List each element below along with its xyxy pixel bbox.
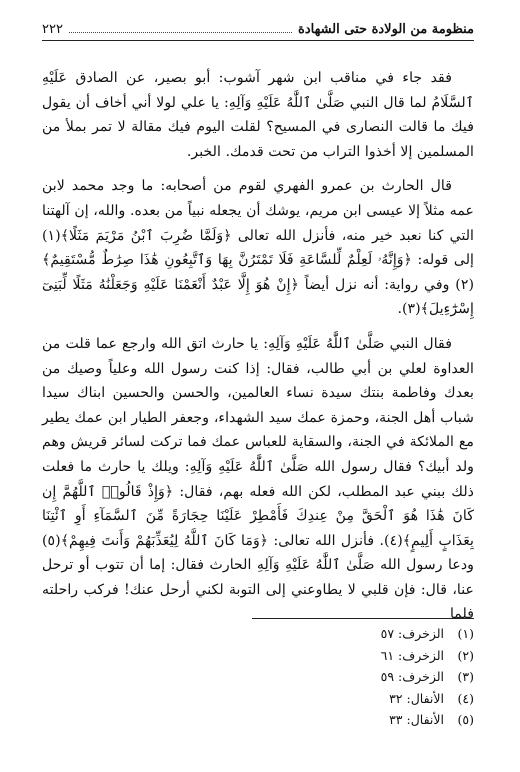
- book-title: منظومة من الولادة حتى الشهادة: [298, 22, 474, 37]
- footnote-3: [42, 666, 474, 688]
- footnote-number: (٤): [457, 690, 474, 706]
- running-header: [42, 22, 474, 41]
- paragraph-1: فقد جاء في مناقب ابن شهر آشوب: أبو بصير، عن الصادق عَلَيْهِ ٱلسَّلَامُ لما قال النبي صَلَّىٰ ٱللَّٰهُ عَلَيْهِ وَآلِهِ: يا علي لولا أني أخاف أن يقول فيك ما قالت النصارى في المسيح؟ لقلت اليوم فيك مقالة لا تمر بملأ من المسلمين إلا أخذوا التراب من تحت قدمك. الخبر.: [42, 70, 474, 160]
- footnote-separator: [252, 618, 474, 619]
- paragraph-3: فقال النبي صَلَّىٰ ٱللَّٰهُ عَلَيْهِ وَآلِهِ: يا حارث اتق الله وارجع عما قلت من العداوة لعلي بن أبي طالب، فقال: إذا كنت رسول الله وعلياً وصيك من بعدك وفاطمة بنتك سيدة نساء العالمين، والحسن والحسين ابناك سيدا شباب أهل الجنة، وحمزة عمك سيد الشهداء، وجعفر الطيار ابن عمك يطير مع الملائكة في الجنة، والسقاية للعباس عمك فما تركت لسائر قريش وهم ولد أبيك؟ فقال رسول الله صَلَّىٰ ٱللَّٰهُ عَلَيْهِ وَآلِهِ: ويلك يا حارث ما فعلت ذلك ببني عبد المطلب، لكن الله فعله بهم، فقال: ﴿وَإِذْ قَالُوا۟ ٱللَّهُمَّ إِن كَانَ هَٰذَا هُوَ ٱلْحَقَّ مِنْ عِندِكَ فَأَمْطِرْ عَلَيْنَا حِجَارَةً مِّنَ ٱلسَّمَآءِ أَوِ ٱئْتِنَا بِعَذَابٍ أَلِيمٍ﴾(٤). فأنزل الله تعالى: ﴿وَمَا كَانَ ٱللَّهُ لِيُعَذِّبَهُمْ وَأَنتَ فِيهِمْ﴾(٥) ودعا رسول الله صَلَّىٰ ٱللَّٰهُ عَلَيْهِ وَآلِهِ الحارث فقال: إما أن تتوب أو ترحل عنا، قال: فإن قلبي لا يطاوعني إلى التوبة لكني أرحل عنك! فركب راحلته فلما: [42, 335, 474, 623]
- header-leader-dots: [69, 32, 292, 33]
- footnote-text: الزخرف: ٥٧: [380, 626, 444, 641]
- page-number: ٢٢٢: [42, 22, 63, 37]
- paragraph-2: قال الحارث بن عمرو الفهري لقوم من أصحابه: ما وجد محمد لابن عمه مثلاً إلا عيسى ابن مريم، يوشك أن يجعله نبياً من بعده. والله، إن آلهتنا التي كنا نعبد خير منه، فأنزل الله تعالى ﴿وَلَمَّا ضُرِبَ ٱبْنُ مَرْيَمَ مَثَلًا﴾(١) إلى قوله: ﴿وَإِنَّهُۥ لَعِلْمٌ لِّلسَّاعَةِ فَلَا تَمْتَرُنَّ بِهَا وَٱتَّبِعُونِ هَٰذَا صِرَٰطٌ مُّسْتَقِيمٌ﴾(٢) وفي رواية: أنه نزل أيضاً ﴿إِنْ هُوَ إِلَّا عَبْدٌ أَنْعَمْنَا عَلَيْهِ وَجَعَلْنَٰهُ مَثَلًا لِّبَنِىٓ إِسْرَٰٓءِيلَ﴾(٣).: [42, 178, 474, 318]
- footnote-number: (٥): [457, 712, 474, 727]
- footnote-text: الأنفال: ٣٢: [389, 690, 444, 706]
- footnote-number: (٢): [457, 647, 474, 663]
- main-text: [42, 66, 474, 637]
- footnote-text: الأنفال: ٣٣: [389, 712, 444, 727]
- footnotes: [42, 618, 474, 731]
- footnote-5: [42, 709, 474, 731]
- footnote-4: [42, 688, 474, 710]
- footnote-number: (٣): [457, 669, 474, 684]
- footnote-2: [42, 645, 474, 667]
- footnote-text: الزخرف: ٥٩: [380, 669, 444, 684]
- footnote-number: (١): [457, 626, 474, 641]
- footnote-text: الزخرف: ٦١: [380, 647, 444, 663]
- footnote-1: [42, 623, 474, 645]
